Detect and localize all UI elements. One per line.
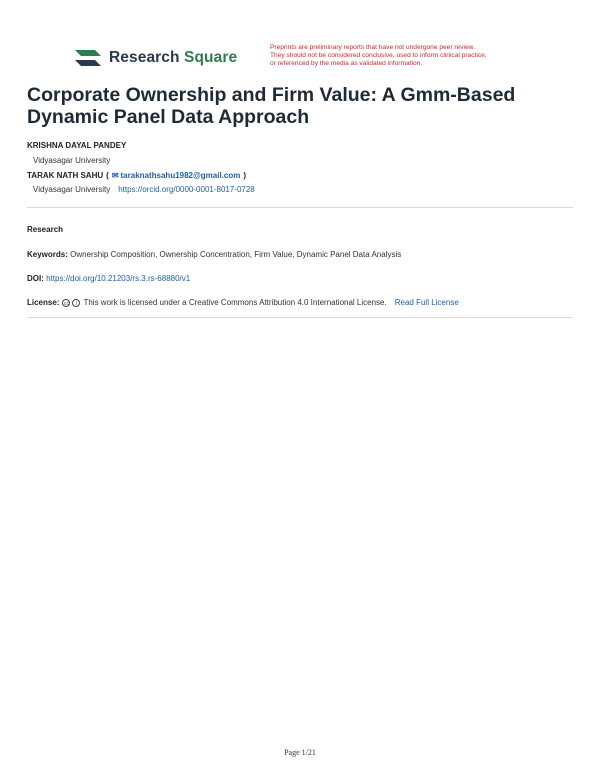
orcid-link[interactable]: https://orcid.org/0000-0001-8017-0728: [118, 185, 255, 194]
page-number: Page 1/21: [284, 748, 316, 757]
author-email: taraknathsahu1982@gmail.com: [120, 171, 241, 180]
cc-icons: [62, 299, 80, 307]
author-entry: [27, 171, 246, 180]
disclaimer-line: Preprints are preliminary reports that have not undergone peer review.: [270, 44, 475, 51]
cc-icon: cc: [63, 300, 69, 307]
keywords-label: Keywords:: [27, 250, 68, 259]
author-affiliation: Vidyasagar University: [33, 156, 111, 165]
license-text: This work is licensed under a Creative Commons Attribution 4.0 International License.: [83, 298, 387, 307]
logo-text-research: Research: [109, 49, 180, 66]
license-label: License:: [27, 298, 60, 307]
author-email-link[interactable]: [112, 171, 241, 180]
divider: [27, 207, 573, 208]
author-name: TARAK NATH SAHU: [27, 171, 104, 180]
author-name: KRISHNA DAYAL PANDEY: [27, 141, 127, 150]
doi-row: [27, 274, 190, 283]
research-square-logo[interactable]: [73, 46, 237, 70]
disclaimer-line: or referenced by the media as validated information.: [270, 60, 423, 68]
doi-link[interactable]: https://doi.org/10.21203/rs.3.rs-68880/v1: [46, 274, 191, 283]
article-title: Corporate Ownership and Firm Value: A Gmm-Based Dynamic Panel Data Approach: [27, 84, 516, 128]
logo-text: [109, 49, 237, 67]
divider: [27, 317, 573, 318]
read-full-license-link[interactable]: Read Full License: [394, 298, 459, 307]
open-paren: (: [106, 171, 109, 180]
author-affiliation-row: [33, 185, 255, 194]
keywords-row: [27, 250, 401, 259]
doi-label: DOI:: [27, 274, 44, 283]
article-category: Research: [27, 225, 64, 234]
close-paren: ): [243, 171, 247, 180]
disclaimer-line: They should not be considered conclusive, used to inform clinical practice,: [270, 52, 487, 60]
author-affiliation: Vidyasagar University: [33, 185, 111, 194]
preprint-disclaimer: [270, 44, 545, 69]
license-row: [27, 298, 459, 307]
envelope-icon: ✉: [111, 171, 119, 180]
logo-text-square: Square: [184, 49, 238, 66]
research-square-logo-icon: [73, 46, 103, 70]
attribution-icon: i: [72, 299, 80, 307]
keywords-value: Ownership Composition, Ownership Concentration, Firm Value, Dynamic Panel Data Analysis: [70, 250, 402, 259]
